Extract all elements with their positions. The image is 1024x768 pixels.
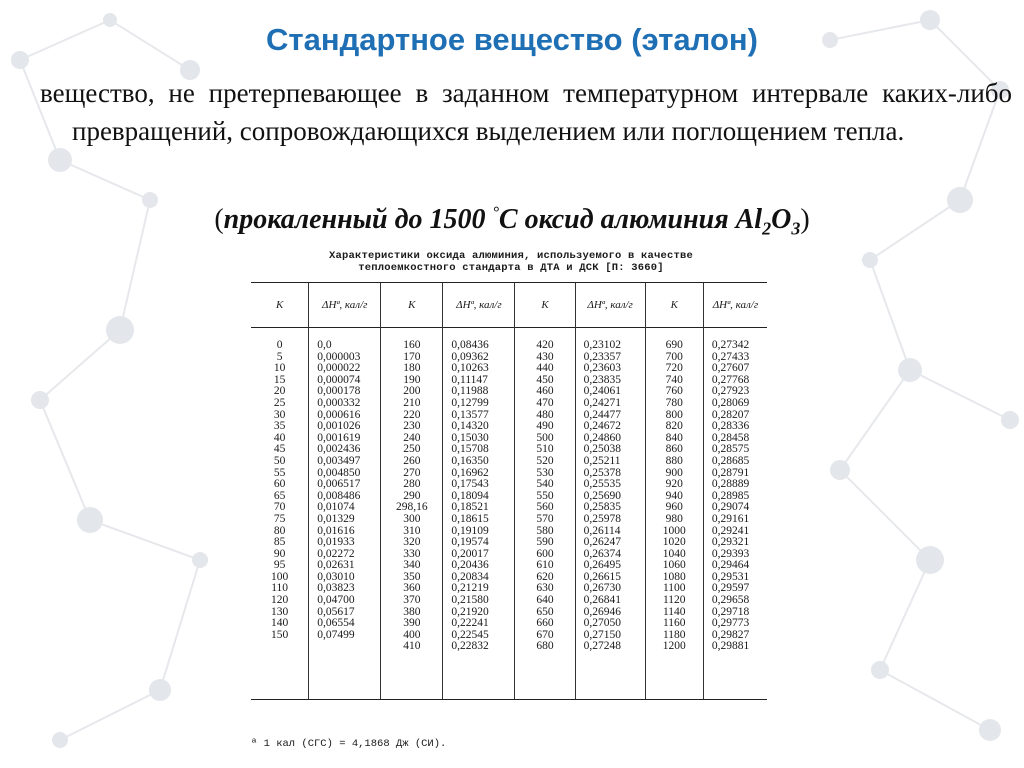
table-cell: 0,25211 [583, 454, 621, 467]
table-cell: 0,01329 [317, 512, 355, 525]
table-cell: 0,27342 [711, 339, 750, 351]
table-cell: 320 [403, 536, 421, 549]
table-cell: 0,19574 [451, 536, 489, 549]
table-cell: 560 [536, 501, 554, 514]
table-cell: 0,29773 [711, 617, 750, 630]
table-cell: 0,14320 [451, 420, 489, 433]
table-cell: 95 [273, 559, 286, 572]
example-line [0, 204, 1024, 240]
table-cell: 0,02272 [317, 547, 355, 560]
table-cell: 0,28458 [711, 431, 750, 444]
table-cell: 0,08436 [451, 339, 489, 351]
table-cell: 0,22832 [451, 640, 489, 653]
table-cell: 780 [665, 396, 683, 409]
table-cell: 0,24860 [583, 431, 621, 444]
table-cell: 380 [403, 605, 421, 618]
table-cell: 0,18615 [451, 512, 489, 525]
table-cell: 0,28336 [711, 420, 750, 433]
column-dh-4 [703, 283, 767, 699]
table-cell: 650 [536, 605, 554, 618]
table-cell: 0,000616 [317, 408, 361, 421]
table-cell: 0,22241 [451, 617, 489, 630]
subscript-2: 2 [762, 218, 772, 239]
table-cell: 690 [665, 339, 683, 351]
table-cell: 1180 [662, 628, 686, 641]
table-cell: 0,27150 [583, 628, 621, 641]
table-cell: 640 [536, 594, 554, 607]
table-cell: 0,21580 [451, 594, 489, 607]
table-cell: 5 [276, 350, 283, 363]
table-cell: 0,01074 [317, 501, 355, 514]
table-cell: 390 [403, 617, 421, 630]
header-k: K [646, 283, 703, 328]
table-cell: 15 [273, 373, 286, 386]
table-cell: 1060 [662, 559, 686, 572]
table-cell: 1120 [662, 594, 686, 607]
table-cell: 210 [403, 396, 421, 409]
table-cell: 620 [536, 570, 554, 583]
table-cell: 450 [536, 373, 554, 386]
table-cell: 0,29464 [711, 559, 750, 572]
table-cell: 110 [271, 582, 289, 595]
table-cell: 0,21219 [451, 582, 489, 595]
table-cell: 10 [273, 362, 286, 375]
table-cell: 0,000022 [317, 362, 361, 375]
table-cell: 920 [665, 478, 683, 491]
table-cell: 0,19109 [451, 524, 489, 537]
table-cell: 660 [536, 617, 554, 630]
table-cell: 530 [536, 466, 554, 479]
table-cell: 0,28889 [711, 478, 750, 491]
table-cell: 180 [403, 362, 421, 375]
table-cell: 0,001619 [317, 431, 361, 444]
table-cell: 0,21920 [451, 605, 489, 618]
table-cell: 50 [273, 454, 286, 467]
table-cell: 420 [536, 339, 554, 351]
table-cell: 0,27768 [711, 373, 750, 386]
table-cell: 0,28575 [711, 443, 750, 456]
table-cell: 0,01616 [317, 524, 355, 537]
header-k: K [515, 283, 574, 328]
table-cell: 0,02631 [317, 559, 355, 572]
table-cell: 170 [403, 350, 421, 363]
table-cell: 360 [403, 582, 421, 595]
table-cell: 0,11988 [451, 385, 489, 398]
table-cell: 0,29241 [711, 524, 750, 537]
table-cell: 90 [273, 547, 286, 560]
table-cell: 0,04700 [317, 594, 355, 607]
table-cell: 460 [536, 385, 554, 398]
table-cell: 0,000074 [317, 373, 361, 386]
table-cell: 80 [273, 524, 286, 537]
header-dh: ΔHª, кал/г [309, 283, 380, 328]
table-cell: 470 [536, 396, 554, 409]
table-cell: 0,03823 [317, 582, 355, 595]
table-cell: 0,23603 [583, 362, 621, 375]
header-dh: ΔHª, кал/г [443, 283, 514, 328]
table-cell: 840 [665, 431, 683, 444]
table-cell: 1140 [662, 605, 686, 618]
table-cell: 0,06554 [317, 617, 355, 630]
table-cell: 0,27607 [711, 362, 750, 375]
table-cell: 230 [403, 420, 421, 433]
example-text: прокаленный до 1500 °C оксид алюминия $Al_2O_3$ [223, 204, 801, 239]
table-cell: 580 [536, 524, 554, 537]
table-cell: 0,25038 [583, 443, 621, 456]
table-cell: 0,29597 [711, 582, 750, 595]
column-dh-3 [575, 283, 645, 699]
table-cell: 550 [536, 489, 554, 502]
table-cell: 0,25835 [583, 501, 621, 514]
header-dh: ΔHª, кал/г [576, 283, 645, 328]
table-cell: 0,29658 [711, 594, 750, 607]
table-cell: 800 [665, 408, 683, 421]
table-cell: 0,000003 [317, 350, 361, 363]
table-cell: 0,15030 [451, 431, 489, 444]
table-cell: 0,28985 [711, 489, 750, 502]
table-cell: 0,09362 [451, 350, 489, 363]
table-cell: 370 [403, 594, 421, 607]
table-cell: 0,29161 [711, 512, 750, 525]
example-open-paren: ( [214, 204, 224, 235]
table-cell: 190 [403, 373, 421, 386]
table-cell: 0,25378 [583, 466, 621, 479]
table-cell: 440 [536, 362, 554, 375]
table-cell: 0,23102 [583, 339, 621, 351]
table-cell: 0,20834 [451, 570, 489, 583]
table-cell: 0 [276, 339, 283, 351]
table-cell: 0,07499 [317, 628, 355, 641]
table-cell: 290 [403, 489, 421, 502]
table-cell: 520 [536, 454, 554, 467]
alumina-table-scan [251, 248, 771, 760]
column-dh-2 [442, 283, 514, 699]
table-cell: 55 [273, 466, 286, 479]
table-cell: 410 [403, 640, 421, 653]
table-cell: 270 [403, 466, 421, 479]
table-cell: 130 [270, 605, 289, 618]
table-cell: 85 [273, 536, 286, 549]
table-cell: 630 [536, 582, 554, 595]
example-close-paren: ) [800, 204, 810, 235]
table-cell: 600 [536, 547, 554, 560]
table-cell: 0,24271 [583, 396, 621, 409]
table-cell: 570 [536, 512, 554, 525]
table-cell: 45 [273, 443, 286, 456]
header-k: K [381, 283, 442, 328]
table-cell: 0,12799 [451, 396, 489, 409]
table-cell: 0,22545 [451, 628, 489, 641]
table-cell: 0,26495 [583, 559, 621, 572]
table-cell: 200 [403, 385, 421, 398]
table-cell: 960 [665, 501, 683, 514]
table-cell: 680 [536, 640, 554, 653]
table-cell: 1100 [662, 582, 686, 595]
definition-text: вещество, не претерпевающее в заданном температурном интервале каких-либо превращений, сопровождающихся выделением или поглощением тепла. [40, 78, 1012, 146]
table-cell: 1000 [662, 524, 686, 537]
slide-title: Стандартное вещество (эталон) [266, 22, 758, 57]
header-k: K [251, 283, 308, 328]
table-cell: 0,16350 [451, 454, 489, 467]
table-cell: 0,25690 [583, 489, 621, 502]
table-cell: 400 [403, 628, 421, 641]
table-cell: 0,25535 [583, 478, 621, 491]
column-k-2 [380, 283, 442, 699]
table-cell: 75 [273, 512, 286, 525]
column-k-1 [251, 283, 308, 699]
table-cell: 160 [403, 339, 421, 351]
table-cell: 940 [665, 489, 683, 502]
table-cell: 590 [536, 536, 554, 549]
table-cell: 0,26247 [583, 536, 621, 549]
column-dh-1 [308, 283, 380, 699]
table-cell: 0,27923 [711, 385, 750, 398]
subscript-3: 3 [791, 218, 801, 239]
table-cell: 510 [536, 443, 554, 456]
table-cell: 0,001026 [317, 420, 361, 433]
table-cell: 1020 [662, 536, 686, 549]
table-cell: 0,008486 [317, 489, 361, 502]
table-cell: 280 [403, 478, 421, 491]
table-cell: 900 [665, 466, 683, 479]
table-cell: 540 [536, 478, 554, 491]
table-cell: 240 [403, 431, 421, 444]
table-cell: 0,20436 [451, 559, 489, 572]
table-cell: 0,26615 [583, 570, 621, 583]
degree-sign: ° [492, 204, 499, 222]
table-cell: 0,29321 [711, 536, 750, 549]
table-cell: 70 [273, 501, 286, 514]
table-cell: 0,29074 [711, 501, 750, 514]
table-cell: 0,24672 [583, 420, 621, 433]
table-cell: 0,03010 [317, 570, 355, 583]
header-dh: ΔHª, кал/г [704, 283, 767, 328]
table-cell: 100 [270, 570, 289, 583]
table-cell: 0,24061 [583, 385, 621, 398]
table-cell: 0,28791 [711, 466, 750, 479]
table-cell: 0,000332 [317, 396, 361, 409]
table-cell: 0,18094 [451, 489, 489, 502]
table-cell: 340 [403, 559, 421, 572]
table-cell: 0,26841 [583, 594, 621, 607]
column-k-3 [514, 283, 574, 699]
table-cell: 670 [536, 628, 554, 641]
table-cell: 700 [665, 350, 683, 363]
table-cell: 0,18521 [451, 501, 489, 514]
table-cell: 0,26730 [583, 582, 621, 595]
table-cell: 0,006517 [317, 478, 361, 491]
table-cell: 35 [273, 420, 286, 433]
table-cell: 0,26114 [583, 524, 621, 537]
table-cell: 25 [273, 396, 286, 409]
table-cell: 720 [665, 362, 683, 375]
table-cell: 0,23357 [583, 350, 621, 363]
table-cell: 0,29881 [711, 640, 750, 653]
table-cell: 1040 [662, 547, 686, 560]
table-cell: 0,29827 [711, 628, 750, 641]
table-cell: 820 [665, 420, 683, 433]
table-cell: 0,17543 [451, 478, 489, 491]
table-cell: 40 [273, 431, 286, 444]
table-cell: 0,25978 [583, 512, 621, 525]
table-cell: 330 [403, 547, 421, 560]
table-cell: 140 [270, 617, 289, 630]
table-cell: 500 [536, 431, 554, 444]
table-cell: 740 [665, 373, 683, 386]
table-cell: 1080 [662, 570, 686, 583]
table-cell: 430 [536, 350, 554, 363]
table-cell: 250 [403, 443, 421, 456]
column-k-4 [645, 283, 703, 699]
table-cell: 880 [665, 454, 683, 467]
table-cell: 1160 [662, 617, 686, 630]
table-cell: 0,05617 [317, 605, 355, 618]
table-cell: 490 [536, 420, 554, 433]
table-cell: 30 [273, 408, 286, 421]
table-cell: 0,28069 [711, 396, 750, 409]
table-cell: 0,000178 [317, 385, 361, 398]
table-cell: 0,002436 [317, 443, 361, 456]
table-cell: 980 [665, 512, 683, 525]
table-cell: 0,13577 [451, 408, 489, 421]
table-cell: 0,16962 [451, 466, 489, 479]
table-cell: 0,27248 [583, 640, 621, 653]
table-cell: 310 [403, 524, 421, 537]
data-table [251, 282, 767, 700]
table-cell: 0,10263 [451, 362, 489, 375]
table-cell: 0,27433 [711, 350, 750, 363]
table-cell: 1200 [662, 640, 686, 653]
table-caption: Характеристики оксида алюминия, используемого в качестве теплоемкостного стандарта в ДТА и ДСК [П: 3660] [328, 250, 694, 274]
table-cell: 610 [536, 559, 554, 572]
table-cell: 0,01933 [317, 536, 355, 549]
table-cell: 60 [273, 478, 286, 491]
table-cell: 350 [403, 570, 421, 583]
table-cell: 0,28207 [711, 408, 750, 421]
table-cell: 20 [273, 385, 286, 398]
table-cell: 0,29718 [711, 605, 750, 618]
table-cell: 150 [270, 628, 289, 641]
table-cell: 298,16 [396, 501, 428, 514]
table-footnote: ª 1 кал (СГС) = 4,1868 Дж (СИ). [251, 738, 447, 750]
table-cell: 0,0 [317, 339, 332, 351]
table-cell: 220 [403, 408, 421, 421]
table-cell: 0,003497 [317, 454, 361, 467]
table-cell: 0,26374 [583, 547, 621, 560]
table-cell: 0,29531 [711, 570, 750, 583]
table-cell: 0,23835 [583, 373, 621, 386]
table-cell: 860 [665, 443, 683, 456]
table-cell: 0,24477 [583, 408, 621, 421]
table-cell: 760 [665, 385, 683, 398]
table-cell: 0,28685 [711, 454, 750, 467]
table-cell: 0,004850 [317, 466, 361, 479]
table-cell: 300 [403, 512, 421, 525]
table-cell: 65 [273, 489, 286, 502]
table-cell: 0,20017 [451, 547, 489, 560]
table-cell: 480 [536, 408, 554, 421]
table-cell: 0,29393 [711, 547, 750, 560]
table-cell: 0,27050 [583, 617, 621, 630]
table-cell: 260 [403, 454, 421, 467]
table-cell: 0,26946 [583, 605, 621, 618]
table-cell: 0,15708 [451, 443, 489, 456]
table-cell: 0,11147 [451, 373, 488, 386]
table-cell: 120 [270, 594, 289, 607]
